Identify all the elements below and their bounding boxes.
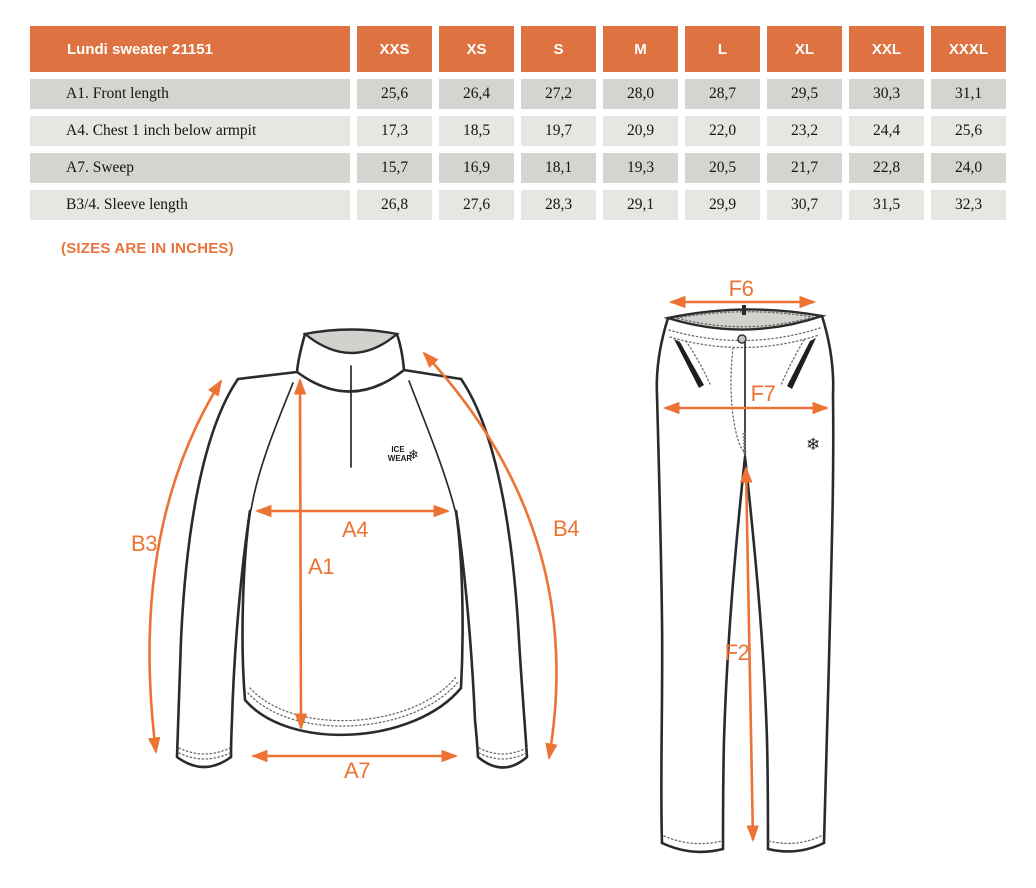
size-header-cell: XXL <box>849 26 924 72</box>
right-cuff-stitching <box>479 748 526 759</box>
size-header-cell: M <box>603 26 678 72</box>
left-pocket-opening <box>674 339 704 388</box>
logo-text-wear: WEAR <box>387 454 413 463</box>
row-label-cell: A7. Sweep <box>30 153 350 183</box>
value-cell: 30,3 <box>849 79 924 109</box>
left-cuff-stitching <box>179 748 230 759</box>
value-cell: 20,5 <box>685 153 760 183</box>
leg-hem-stitching <box>664 835 823 844</box>
value-cell: 29,5 <box>767 79 842 109</box>
value-cell: 19,7 <box>521 116 596 146</box>
snowflake-icon: ❄ <box>408 447 419 462</box>
label-a7: A7 <box>344 758 370 783</box>
arrow-b4 <box>424 353 556 758</box>
leg-hems <box>662 843 824 852</box>
value-cell: 31,1 <box>931 79 1006 109</box>
row-label-cell: A4. Chest 1 inch below armpit <box>30 116 350 146</box>
hem-stitching <box>248 677 458 726</box>
value-cell: 24,0 <box>931 153 1006 183</box>
left-sleeve <box>177 379 250 767</box>
value-cell: 18,5 <box>439 116 514 146</box>
snowflake-icon: ❄ <box>806 435 821 454</box>
size-header-cell: XS <box>439 26 514 72</box>
value-cell: 29,9 <box>685 190 760 220</box>
waist-button <box>738 335 746 343</box>
row-label-cell: A1. Front length <box>30 79 350 109</box>
value-cell: 22,8 <box>849 153 924 183</box>
value-cell: 23,2 <box>767 116 842 146</box>
label-a4: A4 <box>342 517 368 542</box>
collar-inside <box>305 330 397 354</box>
raglan-seams <box>251 381 455 510</box>
right-sleeve <box>456 379 527 768</box>
size-header-cell: L <box>685 26 760 72</box>
label-f2: F2 <box>724 640 750 665</box>
size-header-cell: XL <box>767 26 842 72</box>
size-table <box>30 26 1006 220</box>
measurement-diagram <box>0 260 1036 888</box>
pants-outline-right <box>822 316 833 843</box>
pants-drawing <box>657 276 833 852</box>
size-header-cell: S <box>521 26 596 72</box>
label-b3: B3 <box>131 531 157 556</box>
label-f6: F6 <box>728 276 754 301</box>
value-cell: 25,6 <box>931 116 1006 146</box>
value-cell: 28,3 <box>521 190 596 220</box>
value-cell: 22,0 <box>685 116 760 146</box>
value-cell: 18,1 <box>521 153 596 183</box>
table-title-cell: Lundi sweater 21151 <box>30 26 350 72</box>
value-cell: 29,1 <box>603 190 678 220</box>
value-cell: 15,7 <box>357 153 432 183</box>
value-cell: 21,7 <box>767 153 842 183</box>
size-header-cell: XXS <box>357 26 432 72</box>
value-cell: 19,3 <box>603 153 678 183</box>
label-f7: F7 <box>750 381 776 406</box>
value-cell: 31,5 <box>849 190 924 220</box>
units-note: (SIZES ARE IN INCHES) <box>61 240 234 257</box>
sweater-drawing <box>131 330 579 784</box>
label-a1: A1 <box>308 554 334 579</box>
value-cell: 26,8 <box>357 190 432 220</box>
arrow-a1 <box>300 380 301 728</box>
value-cell: 30,7 <box>767 190 842 220</box>
pants-outline-left <box>657 318 668 843</box>
row-label-cell: B3/4. Sleeve length <box>30 190 350 220</box>
shoulder-seams <box>238 370 461 379</box>
value-cell: 27,6 <box>439 190 514 220</box>
icewear-logo <box>388 445 419 463</box>
logo-text-ice: ICE <box>391 445 405 454</box>
value-cell: 28,0 <box>603 79 678 109</box>
size-header-cell: XXXL <box>931 26 1006 72</box>
value-cell: 26,4 <box>439 79 514 109</box>
value-cell: 20,9 <box>603 116 678 146</box>
torso-outline <box>243 511 463 735</box>
value-cell: 32,3 <box>931 190 1006 220</box>
label-b4: B4 <box>553 516 579 541</box>
value-cell: 25,6 <box>357 79 432 109</box>
value-cell: 24,4 <box>849 116 924 146</box>
value-cell: 27,2 <box>521 79 596 109</box>
value-cell: 17,3 <box>357 116 432 146</box>
value-cell: 16,9 <box>439 153 514 183</box>
value-cell: 28,7 <box>685 79 760 109</box>
right-pocket-opening <box>787 338 816 389</box>
